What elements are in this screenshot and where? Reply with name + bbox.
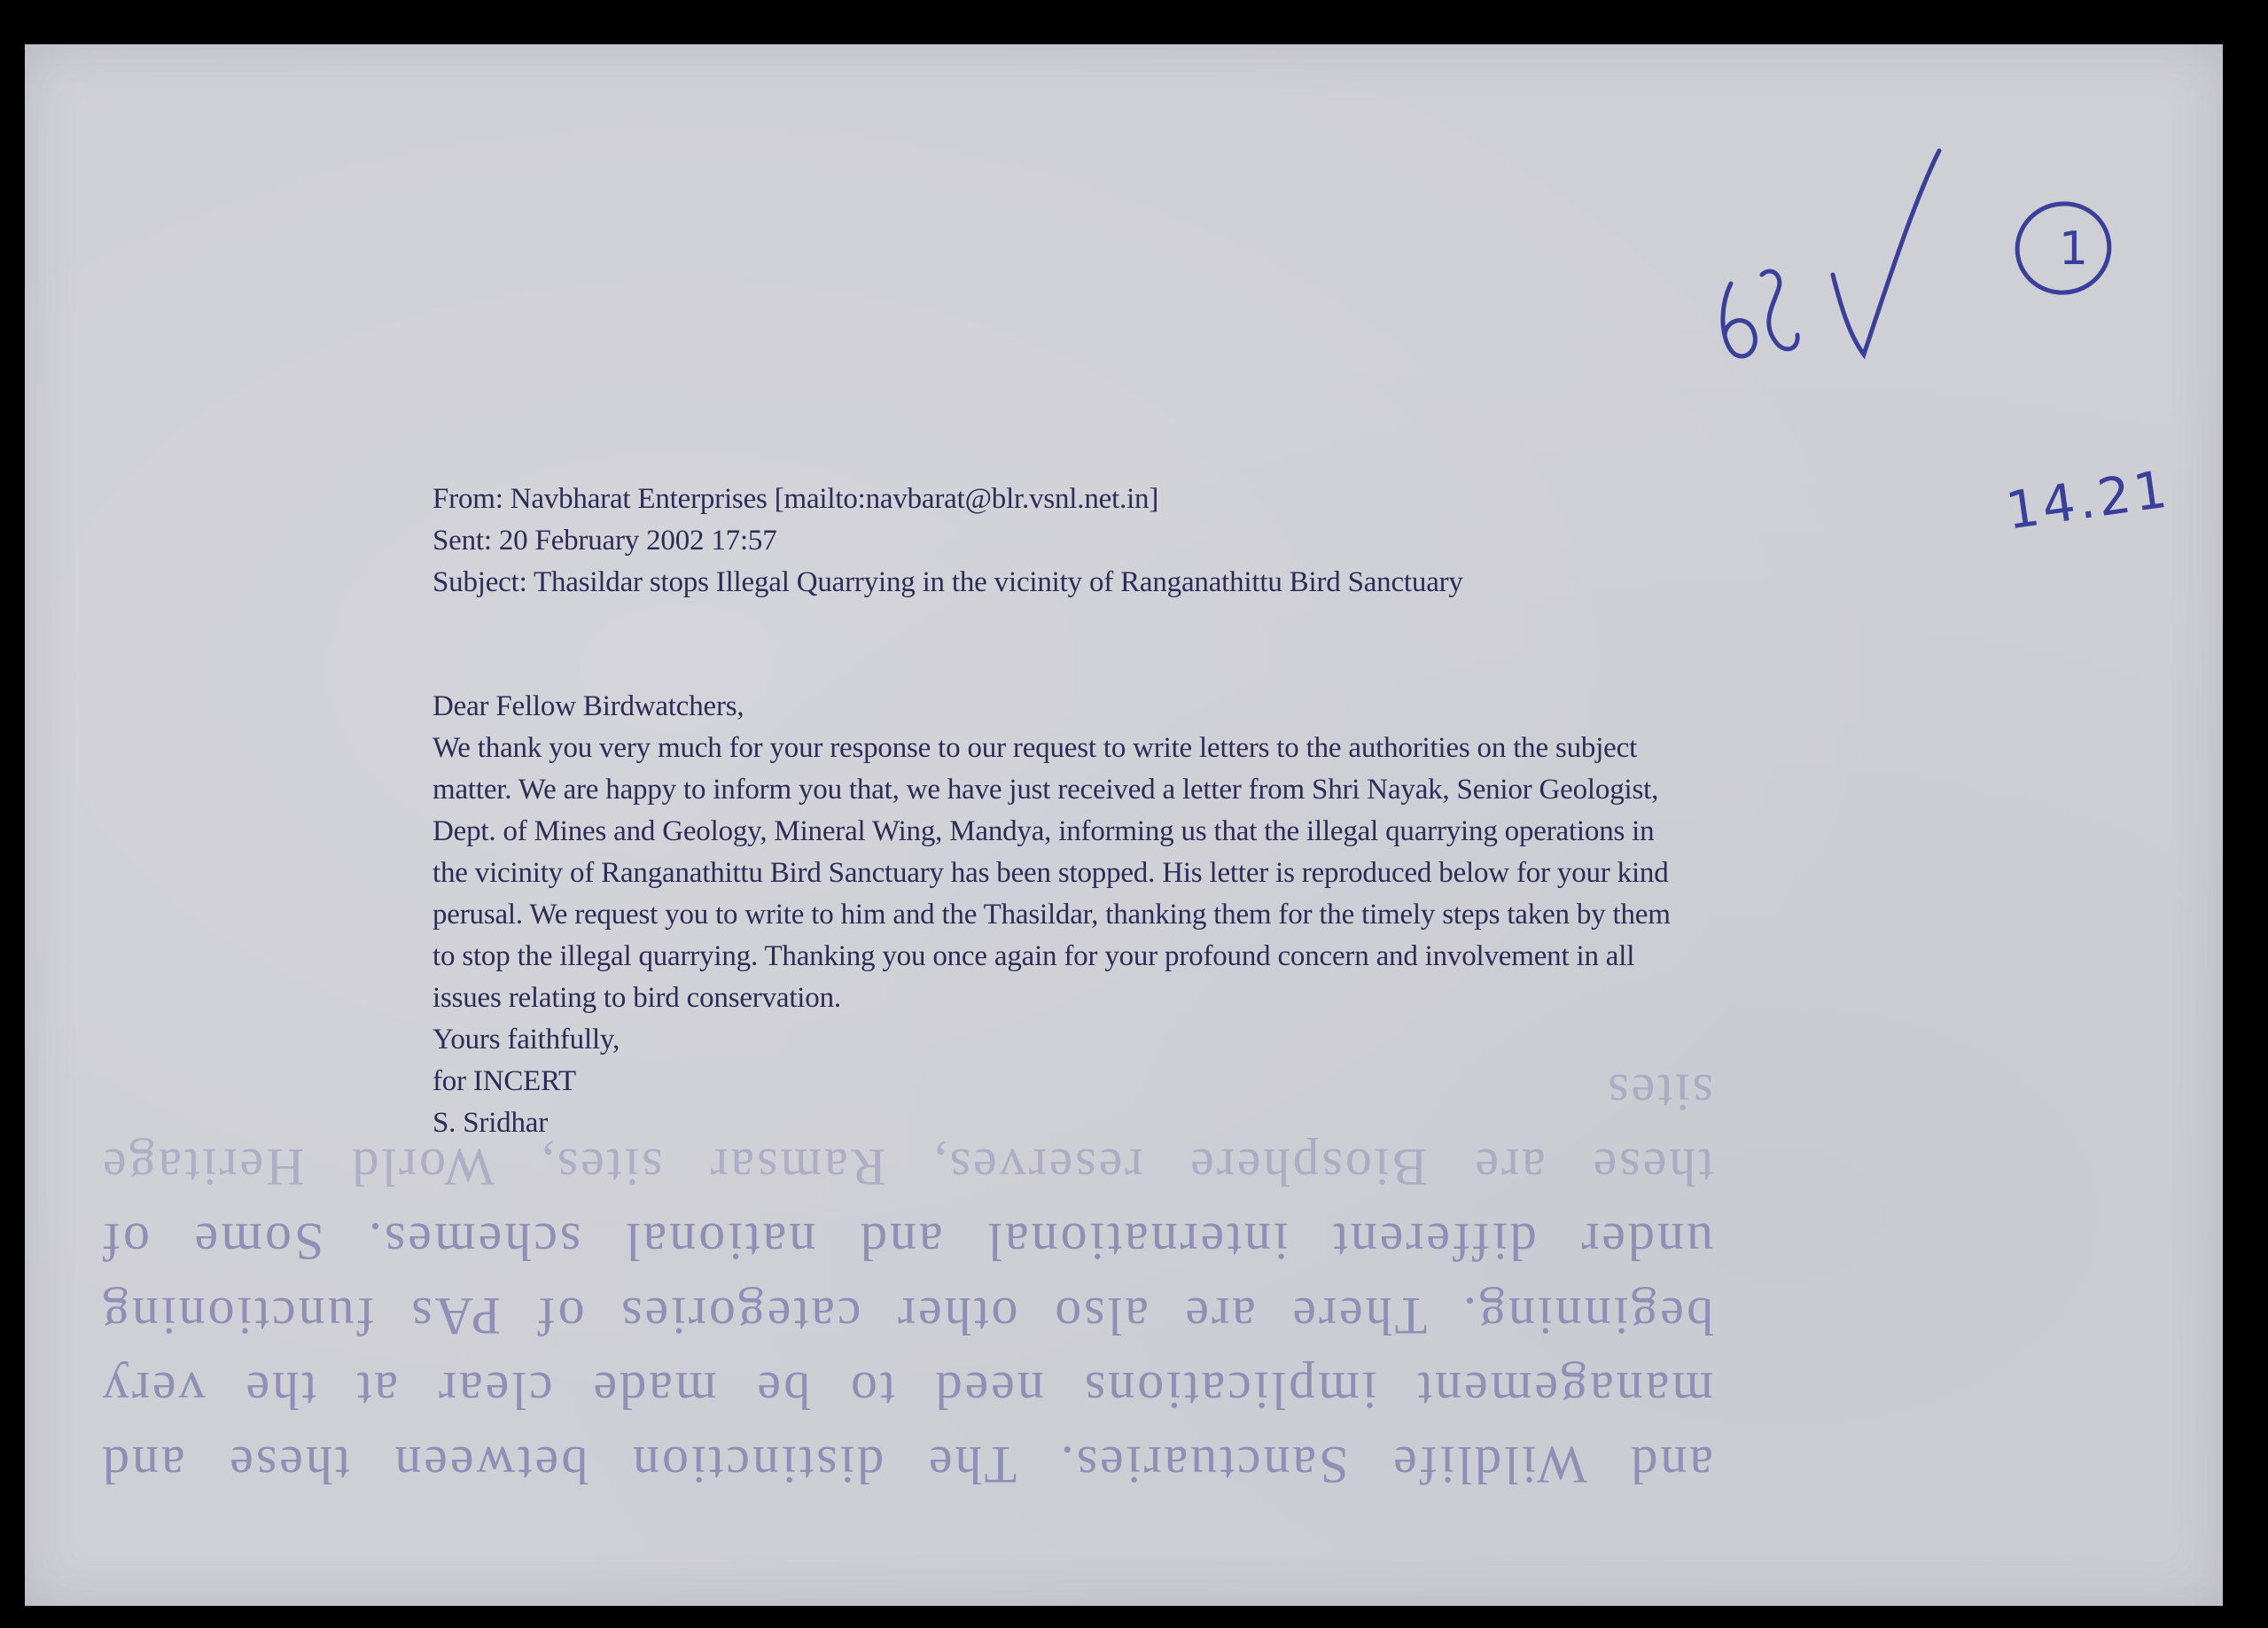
email-closing: Yours faithfully,	[433, 1024, 620, 1055]
circled-number-text: 1	[2059, 222, 2089, 276]
email-sent-line: Sent: 20 February 2002 17:57	[433, 525, 777, 557]
email-from-line: From: Navbharat Enterprises [mailto:navbarat@blr.vsnl.net.in]	[433, 483, 1159, 515]
show-through-line: beginning. There are also other categories of PAs functioning	[100, 1287, 1713, 1345]
email-body-line: to stop the illegal quarrying. Thanking you once again for your profound concern and involvement in all	[433, 940, 1635, 972]
show-through-line: management implications need to be made clear at the very	[100, 1361, 1713, 1420]
email-body-line: the vicinity of Ranganathittu Bird Sanctuary has been stopped. His letter is reproduced below for your kind	[433, 857, 1669, 889]
handwritten-time-note: 14.21	[2002, 458, 2174, 541]
email-salutation: Dear Fellow Birdwatchers,	[433, 690, 744, 722]
email-header	[433, 479, 1463, 604]
email-body-line: We thank you very much for your response to our request to write letters to the authorities on the subject	[433, 732, 1638, 764]
email-body-line: matter. We are happy to inform you that, we have just received a letter from Shri Nayak, Senior Geologist,	[433, 774, 1659, 806]
email-signature: S. Sridhar	[433, 1107, 549, 1139]
email-body	[433, 686, 1671, 1144]
email-subject-line: Subject: Thasildar stops Illegal Quarrying in the vicinity of Ranganathittu Bird Sanctuary	[433, 566, 1463, 598]
email-org-line: for INCERT	[433, 1065, 576, 1097]
email-body-line: Dept. of Mines and Geology, Mineral Wing, Mandya, informing us that the illegal quarrying operations in	[433, 815, 1655, 847]
email-body-line: perusal. We request you to write to him and the Thasildar, thanking them for the timely steps taken by them	[433, 899, 1671, 931]
show-through-line: under different international and national schemes. Some of	[100, 1212, 1713, 1271]
show-through-line: these are Biosphere reserves, Ramsar sites, World Heritage sites	[100, 1063, 1713, 1196]
handwritten-circled-number	[2006, 195, 2121, 301]
document-page	[25, 44, 2223, 1606]
show-through-line: and Wildlife Sanctuaries. The distinction between these and	[100, 1436, 1713, 1494]
handwritten-check-mark	[1700, 133, 1957, 399]
email-body-line: issues relating to bird conservation.	[433, 982, 841, 1014]
